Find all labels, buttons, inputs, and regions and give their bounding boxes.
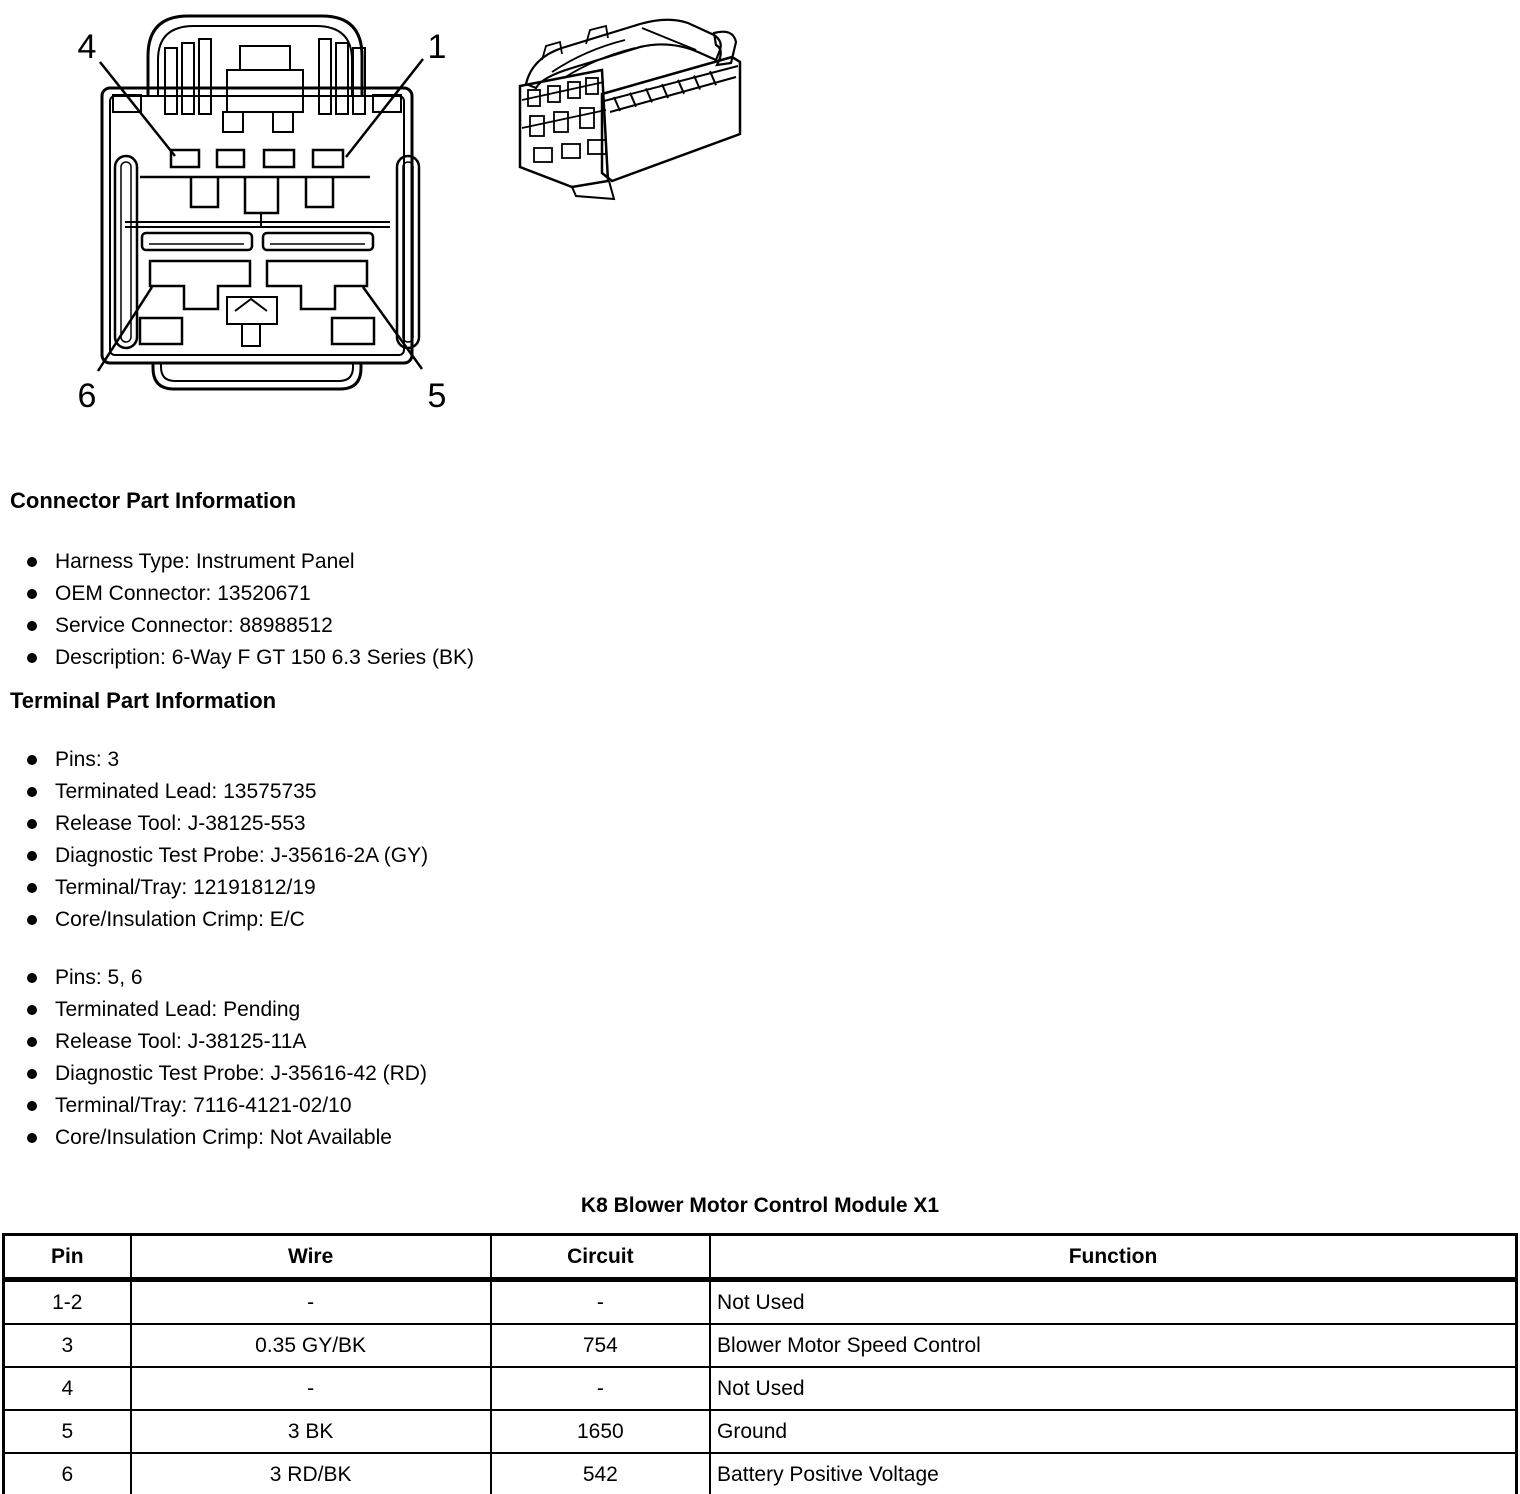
cell-wire: - [131, 1280, 491, 1325]
latch-rib [182, 43, 194, 114]
cell-pin: 1-2 [4, 1280, 131, 1325]
bullet-icon [27, 819, 37, 829]
terminal-slot-5 [267, 261, 367, 309]
bullet-icon [27, 621, 37, 631]
cell-wire: 3 RD/BK [131, 1453, 491, 1494]
terminal-slot-3 [217, 150, 244, 167]
terminal-part-info-list-pins3 [10, 744, 1520, 936]
cell-circuit: - [491, 1280, 710, 1325]
bullet-icon [27, 883, 37, 893]
bullet-icon [27, 1069, 37, 1079]
connector-body-outer [102, 88, 412, 363]
list-item [10, 904, 1520, 936]
list-item-text: Diagnostic Test Probe: J-35616-42 (RD) [55, 1062, 427, 1085]
bullet-icon [27, 787, 37, 797]
seal-slot-left [142, 233, 252, 250]
table-header-row [4, 1235, 1517, 1280]
latch-detail [240, 46, 290, 70]
table-row [4, 1324, 1517, 1367]
cell-function: Battery Positive Voltage [710, 1453, 1516, 1494]
table-row [4, 1410, 1517, 1453]
terminal-slot-4 [171, 150, 199, 167]
bottom-slot-left [140, 318, 182, 344]
bullet-icon [27, 557, 37, 567]
cell-circuit: 542 [491, 1453, 710, 1494]
seal-slot-right [263, 233, 373, 250]
bullet-icon [27, 755, 37, 765]
terminal-part-info-heading: Terminal Part Information [10, 688, 277, 713]
list-item-text: Description: 6-Way F GT 150 6.3 Series (BK) [55, 646, 474, 669]
iso-terminal-cavity [534, 148, 552, 162]
pin-label-1: 1 [427, 28, 447, 66]
latch-rib [319, 39, 331, 114]
latch-rib [165, 48, 177, 114]
latch-rib [199, 39, 211, 114]
table-row [4, 1367, 1517, 1410]
list-item [10, 610, 1520, 642]
terminal-slot-6 [150, 261, 250, 309]
bullet-icon [27, 1101, 37, 1111]
pin-label-5: 5 [427, 377, 447, 415]
list-item [10, 1090, 1520, 1122]
col-header-function: Function [710, 1235, 1516, 1280]
cell-function: Blower Motor Speed Control [710, 1324, 1516, 1367]
bullet-icon [27, 851, 37, 861]
bullet-icon [27, 1005, 37, 1015]
key-feature-lower [242, 324, 260, 346]
connector-part-info-list [10, 546, 1520, 674]
bullet-icon [27, 973, 37, 983]
bullet-icon [27, 653, 37, 663]
latch-detail [273, 112, 293, 132]
col-header-pin: Pin [4, 1235, 131, 1280]
bottom-slot-right [332, 318, 374, 344]
list-item [10, 546, 1520, 578]
list-item-text: Terminal/Tray: 7116-4121-02/10 [55, 1094, 352, 1117]
list-item-text: Diagnostic Test Probe: J-35616-2A (GY) [55, 844, 429, 867]
side-channel-left-inner [121, 162, 131, 342]
list-item-text: Core/Insulation Crimp: E/C [55, 908, 305, 931]
latch-rib [336, 43, 348, 114]
iso-rib [614, 97, 620, 111]
cavity-notch [306, 177, 333, 207]
side-channel-right [397, 156, 419, 348]
list-item-text: Terminated Lead: Pending [55, 998, 301, 1021]
latch-detail [227, 70, 303, 112]
iso-terminal-cavity [562, 144, 580, 158]
latch-arch-inner [158, 26, 352, 96]
cavity-notch [191, 177, 218, 207]
list-item [10, 1026, 1520, 1058]
list-item-text: Terminal/Tray: 12191812/19 [55, 876, 316, 899]
cell-wire: 3 BK [131, 1410, 491, 1453]
iso-right-face [602, 57, 740, 181]
side-channel-left [115, 156, 137, 348]
list-item [10, 1122, 1520, 1154]
cell-pin: 4 [4, 1367, 131, 1410]
bullet-icon [27, 1037, 37, 1047]
list-item-text: Service Connector: 88988512 [55, 614, 333, 637]
bullet-icon [27, 1133, 37, 1143]
terminal-part-info-list-pins56 [10, 962, 1520, 1154]
cell-wire: - [131, 1367, 491, 1410]
bottom-tab-outer [153, 363, 361, 389]
list-item-text: Pins: 3 [55, 748, 120, 771]
list-item [10, 744, 1520, 776]
col-header-wire: Wire [131, 1235, 491, 1280]
list-item [10, 962, 1520, 994]
list-item [10, 840, 1520, 872]
cell-circuit: - [491, 1367, 710, 1410]
table-row [4, 1453, 1517, 1494]
cavity-notch [245, 177, 278, 213]
iso-terminal-cavity [554, 112, 568, 132]
pinout-table [2, 1233, 1518, 1494]
connector-body-inner [110, 96, 404, 355]
table-title: K8 Blower Motor Control Module X1 [580, 1194, 940, 1217]
leader-line-pin4 [100, 62, 175, 156]
list-item [10, 1058, 1520, 1090]
terminal-slot-2 [264, 150, 294, 167]
bottom-tab-inner [161, 363, 353, 381]
pin-label-6: 6 [77, 377, 97, 415]
iso-face-line [522, 82, 604, 100]
list-item [10, 776, 1520, 808]
cell-function: Ground [710, 1410, 1516, 1453]
connector-part-info-heading: Connector Part Information [10, 488, 297, 513]
connector-iso-diagram [490, 0, 750, 210]
list-item-text: Release Tool: J-38125-11A [55, 1030, 307, 1053]
cell-pin: 3 [4, 1324, 131, 1367]
cell-pin: 6 [4, 1453, 131, 1494]
list-item-text: Harness Type: Instrument Panel [55, 550, 355, 573]
cell-pin: 5 [4, 1410, 131, 1453]
leader-line-pin6 [98, 287, 152, 371]
list-item-text: OEM Connector: 13520671 [55, 582, 311, 605]
col-header-circuit: Circuit [491, 1235, 710, 1280]
list-item [10, 808, 1520, 840]
list-item-text: Core/Insulation Crimp: Not Available [55, 1126, 392, 1149]
cell-circuit: 1650 [491, 1410, 710, 1453]
bullet-icon [27, 589, 37, 599]
table-row [4, 1280, 1517, 1325]
pin-label-4: 4 [77, 28, 97, 66]
list-item [10, 578, 1520, 610]
iso-terminal-cavity [580, 108, 594, 128]
list-item-text: Pins: 5, 6 [55, 966, 143, 989]
latch-detail [223, 112, 243, 132]
list-item [10, 994, 1520, 1026]
bullet-icon [27, 915, 37, 925]
terminal-slot-1 [313, 150, 343, 167]
iso-latch-line [642, 28, 696, 50]
key-chevron [235, 299, 267, 311]
cell-circuit: 754 [491, 1324, 710, 1367]
list-item-text: Release Tool: J-38125-553 [55, 812, 306, 835]
list-item-text: Terminated Lead: 13575735 [55, 780, 317, 803]
cell-function: Not Used [710, 1280, 1516, 1325]
cell-function: Not Used [710, 1367, 1516, 1410]
connector-face-diagram [55, 0, 480, 430]
key-feature [227, 297, 277, 324]
cell-wire: 0.35 GY/BK [131, 1324, 491, 1367]
list-item [10, 642, 1520, 674]
iso-terminal-cavity [588, 140, 606, 154]
list-item [10, 872, 1520, 904]
